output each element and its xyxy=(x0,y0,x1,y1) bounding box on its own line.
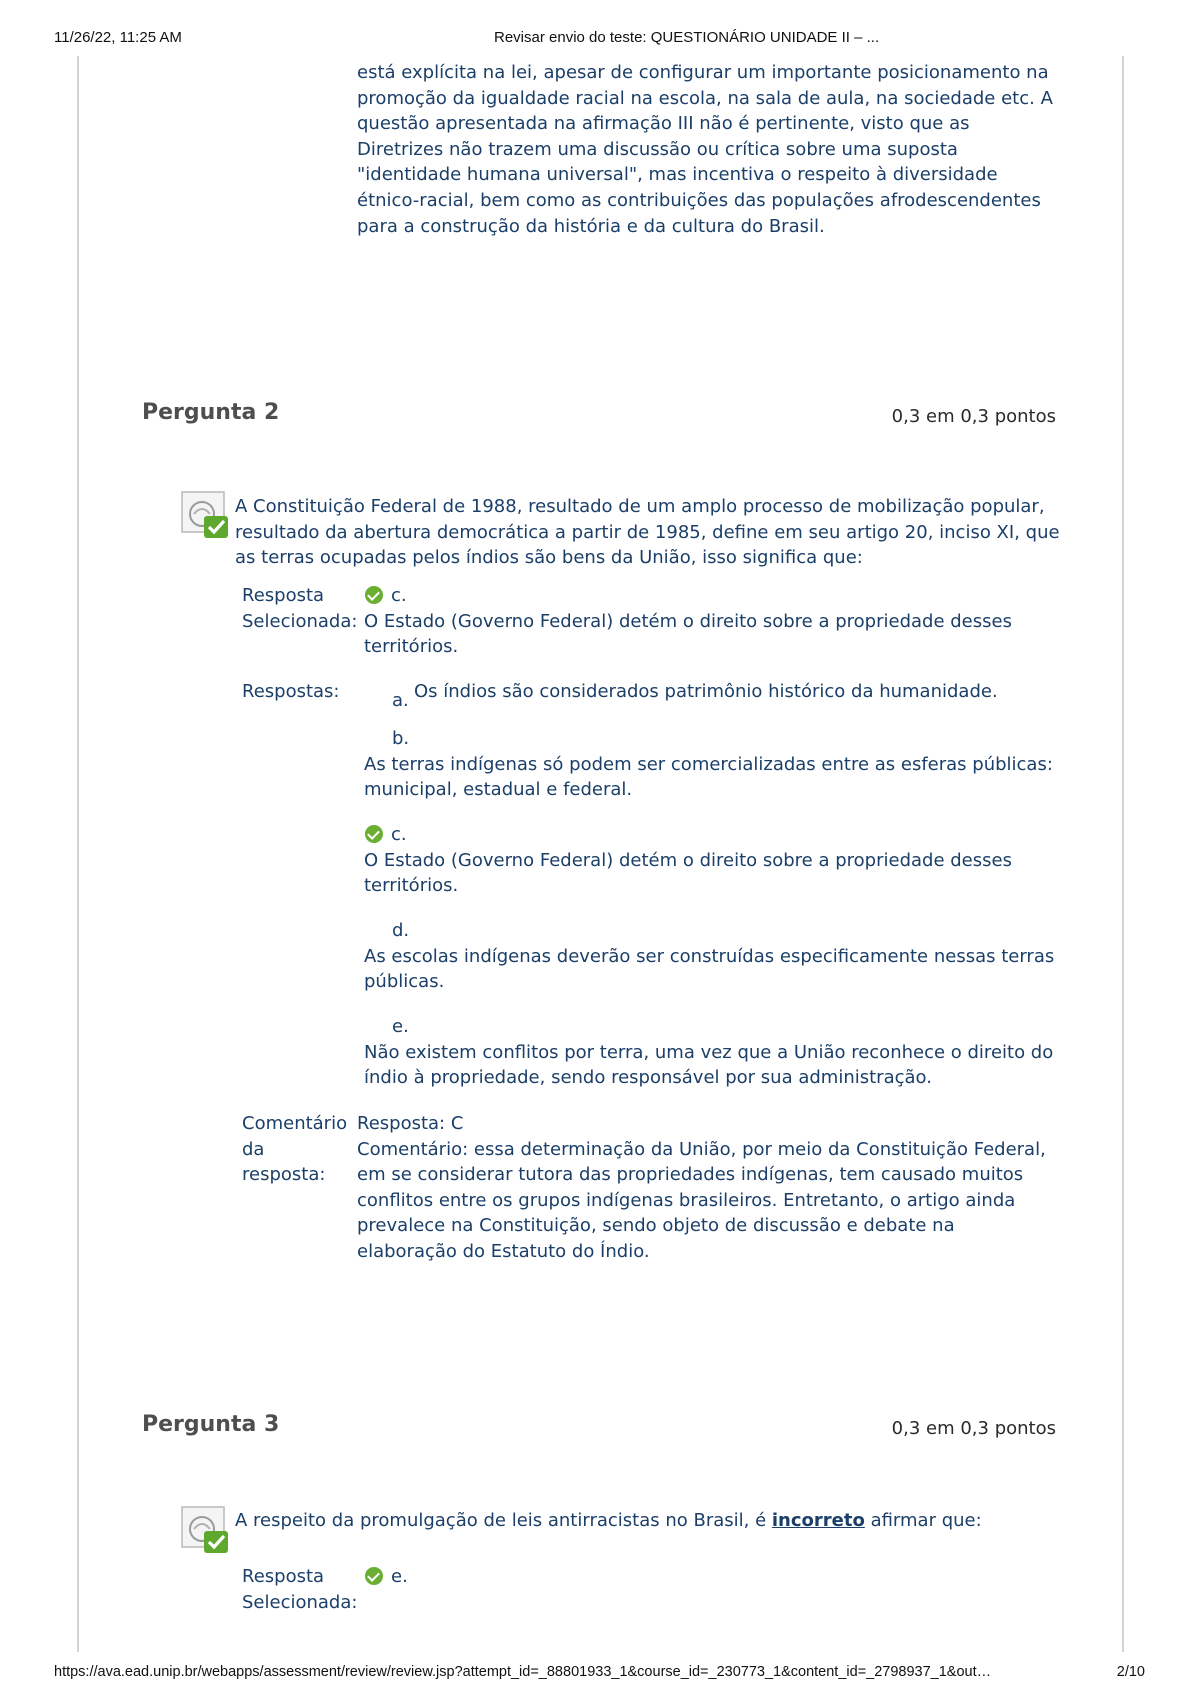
answer-letter: c. xyxy=(391,824,407,845)
option-b xyxy=(364,726,1084,803)
question-2-score: 0,3 em 0,3 pontos xyxy=(891,406,1056,427)
print-datetime: 11/26/22, 11:25 AM xyxy=(54,29,182,46)
text-line: "identidade humana universal", mas incentiva o respeito à diversidade xyxy=(357,164,998,186)
selected-answer-label xyxy=(242,583,357,634)
text-line: prevalece na Constituição, sendo objeto de discussão e debate na xyxy=(357,1215,955,1237)
emphasis-incorreto: incorreto xyxy=(771,1510,865,1531)
text-line: A Constituição Federal de 1988, resultado de um amplo processo de mobilização popular, xyxy=(235,496,1045,517)
text-line: questão apresentada na afirmação III não é pertinente, visto que as xyxy=(357,113,970,135)
answers-label: Respostas: xyxy=(242,681,340,702)
text-line: está explícita na lei, apesar de configurar um importante posicionamento na xyxy=(357,62,1049,83)
text-line: conflitos entre os grupos indígenas brasileiros. Entretanto, o artigo ainda xyxy=(357,1189,1016,1211)
answer-letter: a. xyxy=(392,690,409,711)
text-line: elaboração do Estatuto do Índio. xyxy=(357,1240,650,1262)
question-3-score: 0,3 em 0,3 pontos xyxy=(891,1418,1056,1439)
content-border-left xyxy=(77,56,79,1652)
text-line: territórios. xyxy=(364,875,459,897)
label-line: da xyxy=(242,1138,265,1160)
text-line: As terras indígenas só podem ser comercializadas entre as esferas públicas: xyxy=(364,753,1053,775)
content-border-right xyxy=(1122,56,1124,1652)
comment-answer: Resposta: C xyxy=(357,1113,464,1134)
selected-answer-label xyxy=(242,1564,357,1615)
text-line: territórios. xyxy=(364,636,459,658)
text-line: as terras ocupadas pelos índios são bens da União, isso significa que: xyxy=(235,547,863,569)
label-line: Comentário xyxy=(242,1113,348,1134)
text-line: As escolas indígenas deverão ser construídas especificamente nessas terras xyxy=(364,945,1055,967)
text-line: Os índios são considerados patrimônio histórico da humanidade. xyxy=(414,681,998,702)
text-line: públicas. xyxy=(364,971,445,993)
text-line: índio à propriedade, sendo responsável por sua administração. xyxy=(364,1067,932,1089)
text-line: Diretrizes não trazem uma discussão ou crítica sobre uma suposta xyxy=(357,138,958,160)
answer-letter: e. xyxy=(392,1016,409,1037)
answer-letter: d. xyxy=(392,920,410,941)
text-line: O Estado (Governo Federal) detém o direito sobre a propriedade desses xyxy=(364,610,1012,632)
question-3-title: Pergunta 3 xyxy=(142,1412,280,1437)
previous-comment-tail xyxy=(357,60,1057,239)
check-icon xyxy=(365,1567,383,1585)
page-url: https://ava.ead.unip.br/webapps/assessment/review/review.jsp?attempt_id=_88801933_1&course_id=_230773_1&content_id=_2798937_1&out… xyxy=(54,1664,992,1680)
answer-comment xyxy=(357,1111,1087,1265)
question-2-title: Pergunta 2 xyxy=(142,400,280,425)
answer-letter: e. xyxy=(391,1566,408,1587)
text-line: municipal, estadual e federal. xyxy=(364,779,633,801)
text-line: O Estado (Governo Federal) detém o direito sobre a propriedade desses xyxy=(364,849,1012,871)
option-a xyxy=(364,679,1084,711)
label-line: Resposta xyxy=(242,585,325,606)
label-line: resposta: xyxy=(242,1164,326,1186)
option-d xyxy=(364,918,1084,995)
page-number: 2/10 xyxy=(1116,1664,1145,1680)
label-line: Resposta xyxy=(242,1566,325,1587)
text-line: resultado da abertura democrática a partir de 1985, define em seu artigo 20, inciso XI, que xyxy=(235,521,1060,543)
text-line: em se considerar tutora das propriedades indígenas, tem causado muitos xyxy=(357,1164,1024,1186)
question-2-statement xyxy=(235,494,1065,571)
correct-answer-icon xyxy=(180,490,232,540)
label-line: Selecionada: xyxy=(242,610,358,632)
check-icon xyxy=(365,586,383,604)
option-c xyxy=(364,822,1084,899)
print-page-title: Revisar envio do teste: QUESTIONÁRIO UNIDADE II – ... xyxy=(494,29,880,46)
comment-label xyxy=(242,1111,347,1188)
answer-letter: b. xyxy=(392,728,410,749)
text-line: étnico-racial, bem como as contribuições das populações afrodescendentes xyxy=(357,189,1041,211)
text-line: para a construção da história e da cultura do Brasil. xyxy=(357,215,825,237)
text-line: Não existem conflitos por terra, uma vez que a União reconhece o direito do xyxy=(364,1041,1054,1063)
answer-letter: c. xyxy=(391,585,407,606)
selected-answer xyxy=(364,1564,1064,1590)
text-line: promoção da igualdade racial na escola, na sala de aula, na sociedade etc. A xyxy=(357,87,1053,109)
print-footer xyxy=(0,1664,1191,1684)
correct-answer-icon xyxy=(180,1505,232,1555)
option-e xyxy=(364,1014,1084,1091)
text-line: Comentário: essa determinação da União, por meio da Constituição Federal, xyxy=(357,1138,1046,1160)
label-line: Selecionada: xyxy=(242,1591,358,1613)
statement-text: afirmar que: xyxy=(864,1510,982,1531)
check-icon xyxy=(365,825,383,843)
question-3-statement xyxy=(235,1508,1065,1534)
selected-answer xyxy=(364,583,1064,660)
print-header xyxy=(0,29,1191,51)
statement-text: A respeito da promulgação de leis antirracistas no Brasil, é xyxy=(235,1510,772,1531)
